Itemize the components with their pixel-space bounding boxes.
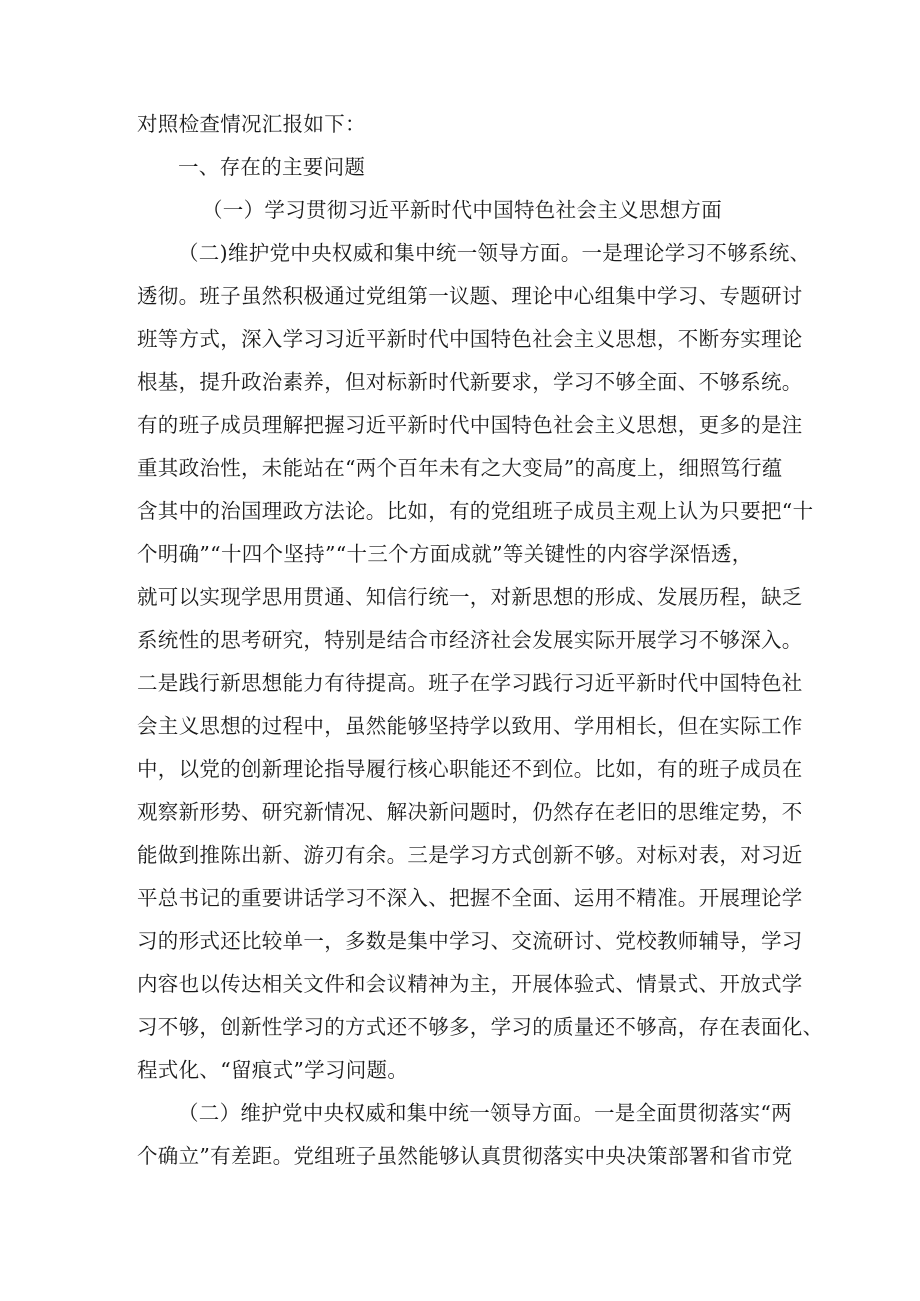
paragraph-line: 能做到推陈出新、游刃有余。三是学习方式创新不够。对标对表，对习近 bbox=[137, 843, 803, 867]
subsection-heading-1: （一）学习贯彻习近平新时代中国特色社会主义思想方面 bbox=[202, 198, 722, 222]
paragraph-line: （二)维护党中央权威和集中统一领导方面。一是理论学习不够系统、 bbox=[178, 241, 811, 265]
paragraph-line: 有的班子成员理解把握习近平新时代中国特色社会主义思想，更多的是注 bbox=[137, 413, 803, 437]
paragraph-line: 就可以实现学思用贯通、知信行统一，对新思想的形成、发展历程，缺乏 bbox=[137, 585, 803, 609]
paragraph-line: 透彻。班子虽然积极通过党组第一议题、理论中心组集中学习、专题研讨 bbox=[137, 284, 803, 308]
paragraph-line: 个确立”有差距。党组班子虽然能够认真贯彻落实中央决策部署和省市党 bbox=[137, 1144, 793, 1168]
paragraph-line: 班等方式，深入学习习近平新时代中国特色社会主义思想，不断夯实理论 bbox=[137, 327, 803, 351]
paragraph-line: 中，以党的创新理论指导履行核心职能还不到位。比如，有的班子成员在 bbox=[137, 757, 803, 781]
paragraph-line: 重其政治性，未能站在“两个百年未有之大变局”的高度上，细照笃行蕴 bbox=[137, 456, 783, 480]
paragraph-line: 个明确”“十四个坚持”“十三个方面成就”等关键性的内容学深悟透， bbox=[137, 542, 753, 566]
paragraph-line: 系统性的思考研究，特别是结合市经济社会发展实际开展学习不够深入。 bbox=[137, 628, 803, 652]
paragraph-line: 习不够，创新性学习的方式还不够多，学习的质量还不够高，存在表面化、 bbox=[137, 1015, 824, 1039]
paragraph-line: 含其中的治国理政方法论。比如，有的党组班子成员主观上认为只要把“十 bbox=[137, 499, 814, 523]
intro-line: 对照检查情况汇报如下： bbox=[137, 112, 366, 136]
paragraph-line: 程式化、“留痕式”学习问题。 bbox=[137, 1058, 409, 1082]
paragraph-line: 会主义思想的过程中，虽然能够坚持学以致用、学用相长，但在实际工作 bbox=[137, 714, 803, 738]
section-heading: 一、存在的主要问题 bbox=[178, 155, 366, 179]
paragraph-line: 二是践行新思想能力有待提高。班子在学习践行习近平新时代中国特色社 bbox=[137, 671, 803, 695]
paragraph-line: 观察新形势、研究新情况、解决新问题时，仍然存在老旧的思维定势，不 bbox=[137, 800, 803, 824]
paragraph-line: 习的形式还比较单一，多数是集中学习、交流研讨、党校教师辅导，学习 bbox=[137, 929, 803, 953]
paragraph-line: 内容也以传达相关文件和会议精神为主，开展体验式、情景式、开放式学 bbox=[137, 972, 803, 996]
paragraph-line: 平总书记的重要讲话学习不深入、把握不全面、运用不精准。开展理论学 bbox=[137, 886, 803, 910]
paragraph-line: 根基，提升政治素养，但对标新时代新要求，学习不够全面、不够系统。 bbox=[137, 370, 803, 394]
paragraph-line: （二）维护党中央权威和集中统一领导方面。一是全面贯彻落实“两 bbox=[178, 1101, 792, 1125]
